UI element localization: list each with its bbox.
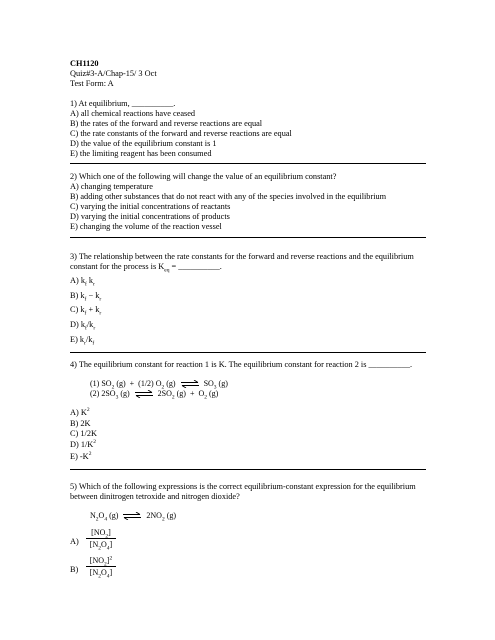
q2-option-e: E) changing the volume of the reaction vessel bbox=[70, 222, 222, 231]
q1-option-d: D) the value of the equilibrium constant is 1 bbox=[70, 139, 217, 148]
reaction-1: (1) $SO_2$ (g) + (1/2) $O_2$ (g) $SO_3$ (g) bbox=[90, 379, 228, 391]
question-2-stem: 2) Which one of the following will change the value of an equilibrium constant? bbox=[70, 172, 337, 181]
divider bbox=[70, 469, 426, 470]
keq-symbol: $K_{eq}$ bbox=[158, 262, 170, 274]
q1-option-a: A) all chemical reactions have ceased bbox=[70, 109, 196, 118]
reaction-5: $N_2O_4$ (g) $2NO_2$ (g) bbox=[90, 511, 177, 523]
q2-option-c: C) varying the initial concentrations of reactants bbox=[70, 202, 231, 211]
q1-option-b: B) the rates of the forward and reverse reactions are equal bbox=[70, 119, 263, 128]
test-form: Test Form: A bbox=[70, 79, 114, 88]
q5-option-b-letter: B) bbox=[70, 565, 79, 574]
question-4-stem: 4) The equilibrium constant for reaction 1 is K. The equilibrium constant for reaction 2 is __________. bbox=[70, 360, 413, 369]
divider bbox=[70, 237, 426, 238]
q3-option-c: C) $k_f + k_r$ bbox=[70, 305, 102, 317]
question-5-stem-line2: between dinitrogen tetroxide and nitrogen dioxide? bbox=[70, 492, 240, 501]
q3-option-b: B) $k_f - k_r$ bbox=[70, 291, 102, 303]
q4-option-e: E) $-K^2$ bbox=[70, 451, 92, 461]
q2-option-a: A) changing temperature bbox=[70, 182, 153, 191]
divider bbox=[70, 352, 426, 353]
q4-option-c: C) 1/2K bbox=[70, 429, 97, 438]
q4-option-a: A) $K^2$ bbox=[70, 407, 90, 417]
q3-option-a: A) $k_f$ $k_r$ bbox=[70, 276, 95, 288]
equilibrium-arrow-icon bbox=[123, 512, 141, 520]
course-code: CH1120 bbox=[70, 59, 99, 68]
q3-option-d: D) $k_f/k_r$ bbox=[70, 320, 96, 332]
q5-option-b-expression: $[NO_2]^2$ $[N_2O_4]$ bbox=[86, 556, 116, 577]
equilibrium-arrow-icon bbox=[181, 380, 199, 388]
divider bbox=[70, 163, 426, 164]
question-3-stem-line1: 3) The relationship between the rate constants for the forward and reverse reactions and the equilibrium bbox=[70, 252, 414, 261]
q2-option-b: B) adding other substances that do not react with any of the species involved in the equilibrium bbox=[70, 192, 387, 201]
q2-option-d: D) varying the initial concentrations of products bbox=[70, 212, 230, 221]
quiz-info: Quiz#3-A/Chap-15/ 3 Oct bbox=[70, 69, 157, 78]
q5-option-a-letter: A) bbox=[70, 537, 79, 546]
q4-option-b: B) 2K bbox=[70, 419, 91, 428]
reaction-2: (2) $2SO_3$ (g) $2SO_2$ $(g) + O_2$ (g) bbox=[90, 389, 219, 401]
q5-option-a-expression: $[NO_2]$ $[N_2O_4]$ bbox=[86, 528, 116, 549]
question-3-stem-line2: constant for the process is $K_{eq}$ = __________. bbox=[70, 262, 222, 274]
q1-option-c: C) the rate constants of the forward and reverse reactions are equal bbox=[70, 129, 292, 138]
q4-option-d: D) $1/K^2$ bbox=[70, 439, 97, 449]
q1-option-e: E) the limiting reagent has been consumed bbox=[70, 149, 212, 158]
q3-option-e: E) $k_r/k_f$ bbox=[70, 335, 95, 347]
equilibrium-arrow-icon bbox=[135, 390, 153, 398]
question-5-stem-line1: 5) Which of the following expressions is the correct equilibrium-constant expression for the equilibrium bbox=[70, 482, 416, 491]
question-1-stem: 1) At equilibrium, __________. bbox=[70, 99, 176, 108]
